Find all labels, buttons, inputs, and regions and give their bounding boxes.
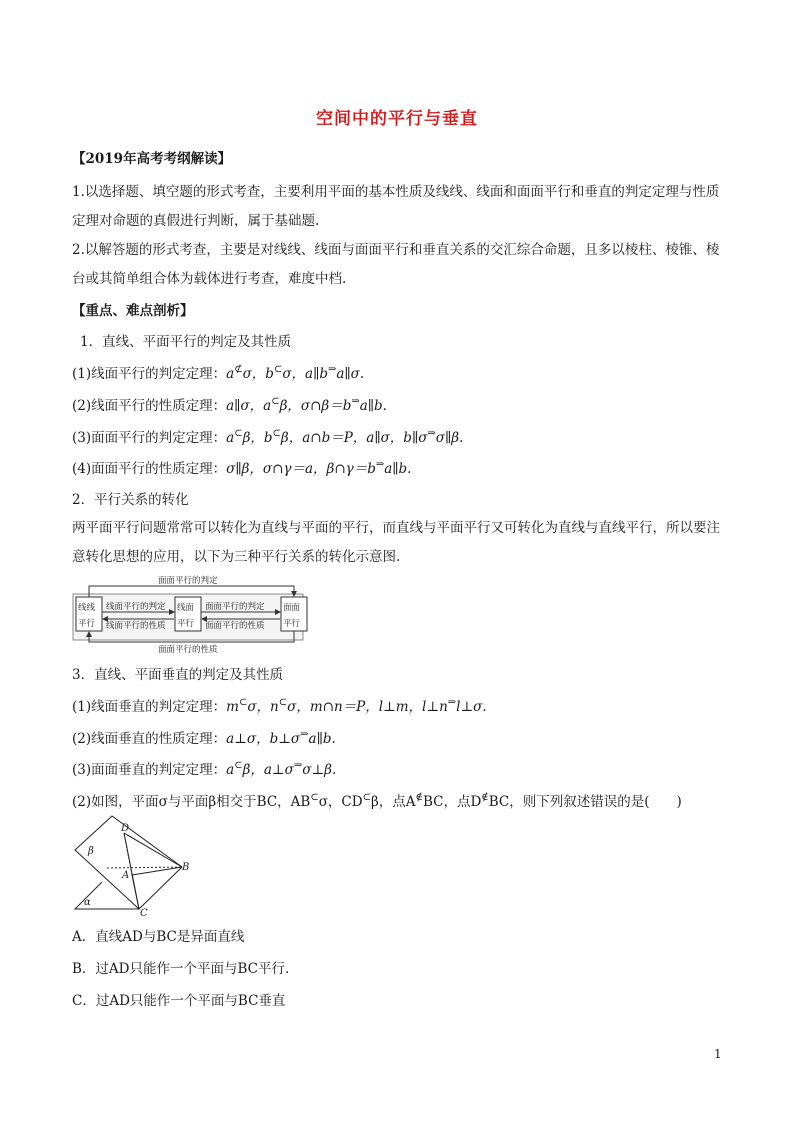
box-plane-plane-top: 面面 — [283, 603, 301, 613]
item-2-title: 2．平行关系的转化 — [72, 492, 189, 508]
box-line-line-top: 线线 — [78, 603, 96, 613]
label-D: D — [121, 823, 130, 834]
label-C: C — [140, 908, 148, 916]
label-alpha: α — [84, 897, 91, 908]
item-1-title: 1．直线、平面平行的判定及其性质 — [80, 334, 292, 350]
label-A: A — [122, 870, 130, 881]
box-line-line-bottom: 平行 — [78, 619, 96, 629]
box-line-plane-top: 线面 — [177, 603, 195, 613]
section-heading-key-points: 【重点、难点剖析】 — [72, 303, 194, 319]
arrow-label-3: 面面平行的判定 — [205, 602, 265, 612]
label-beta: β — [88, 846, 94, 857]
theorem-line-2: (2)线面平行的性质定理：a∥σ，a⊂β，σ∩β＝b⇒a∥b. — [72, 396, 387, 414]
item-3-title: 3．直线、平面垂直的判定及其性质 — [72, 667, 284, 683]
box-plane-plane-bottom: 平行 — [283, 619, 301, 629]
theorem-line-1: (1)线面平行的判定定理：a⊄σ，b⊂σ，a∥b⇒a∥σ. — [72, 364, 365, 382]
arrow-label-1: 线面平行的判定 — [106, 602, 166, 612]
parallel-relation-diagram — [72, 574, 312, 654]
perp-line-2: (2)线面垂直的性质定理：a⊥σ，b⊥σ⇒a∥b. — [72, 729, 336, 747]
option-b: B．过AD只能作一个平面与BC平行. — [72, 961, 290, 977]
page-number: 1 — [714, 1047, 722, 1061]
theorem-line-3: (3)面面平行的判定定理：a⊂β，b⊂β，a∩b＝P，a∥σ，b∥σ⇒σ∥β. — [72, 428, 464, 446]
theorem-line-4: (4)面面平行的性质定理：σ∥β，σ∩γ＝a，β∩γ＝b⇒a∥b. — [72, 459, 412, 477]
arrow-label-bottom: 面面平行的性质 — [158, 645, 218, 654]
arrow-label-top: 面面平行的判定 — [158, 576, 218, 586]
option-a: A．直线AD与BC是异面直线 — [72, 929, 245, 945]
perp-line-1: (1)线面垂直的判定定理：m⊂σ，n⊂σ，m∩n＝P，l⊥m，l⊥n⇒l⊥σ. — [72, 697, 487, 715]
box-line-plane-bottom: 平行 — [177, 619, 195, 629]
perp-line-3: (3)面面垂直的判定定理：a⊂β，a⊥σ⇒σ⊥β. — [72, 760, 337, 778]
section-heading-exam-outline: 【2019年高考考纲解读】 — [72, 151, 232, 167]
arrow-label-4: 面面平行的性质 — [205, 621, 265, 631]
option-c: C．过AD只能作一个平面与BC垂直 — [72, 993, 286, 1009]
item-2-paragraph: 两平面平行问题常常可以转化为直线与平面的平行，而直线与平面平行又可转化为直线与直线平行，所以要注意转化思想的应用，以下为三种平行关系的转化示意图. — [72, 520, 720, 565]
arrow-label-2: 线面平行的性质 — [106, 621, 166, 631]
outline-paragraph-1: 1.以选择题、填空题的形式考查，主要利用平面的基本性质及线线、线面和面面平行和垂直的判定定理与性质定理对命题的真假进行判断，属于基础题. — [72, 184, 720, 229]
page-title: 空间中的平行与垂直 — [316, 109, 478, 129]
label-B: B — [182, 862, 190, 873]
planes-figure — [72, 812, 192, 916]
question-stem: (2)如图，平面σ与平面β相交于BC，AB⊂σ，CD⊂β，点A∉BC，点D∉BC，则下列叙述错误的是( ) — [72, 792, 682, 810]
outline-paragraph-2: 2.以解答题的形式考查，主要是对线线、线面与面面平行和垂直关系的交汇综合命题，且多以棱柱、棱锥、棱台或其简单组合体为载体进行考查，难度中档. — [72, 242, 720, 287]
